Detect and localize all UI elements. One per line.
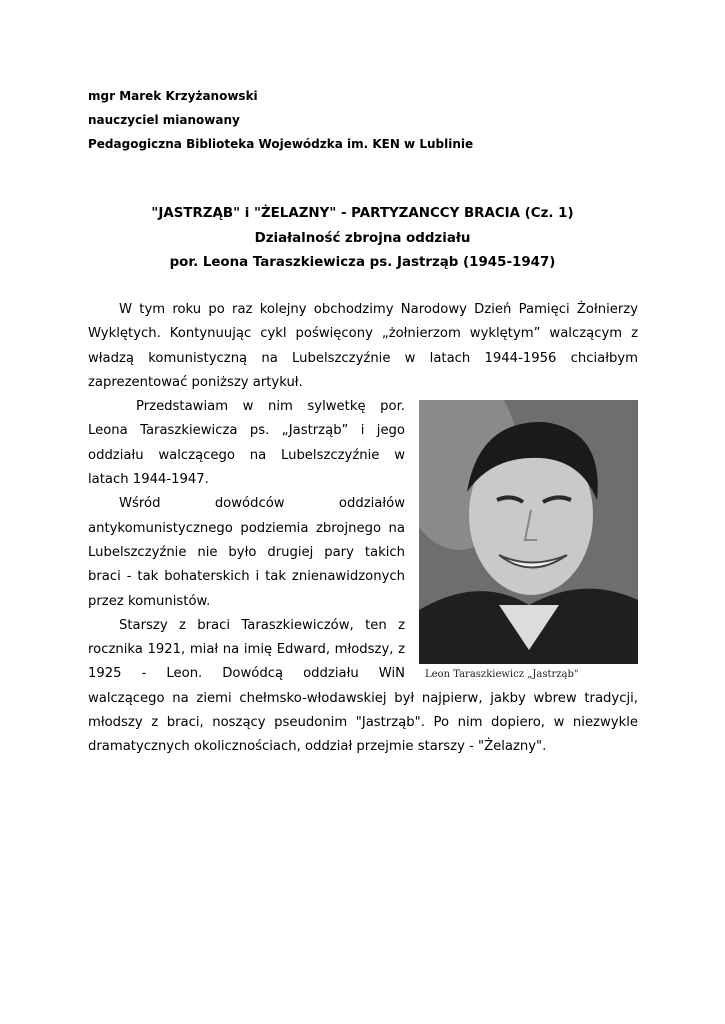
portrait-image [419,400,638,685]
title-line-1: "JASTRZĄB" i "ŻELAZNY" - PARTYZANCCY BRACIA (Cz. 1) [151,206,574,221]
author-institution: Pedagogiczna Biblioteka Wojewódzka im. KEN w Lublinie [88,137,474,151]
paragraph-1: W tym roku po raz kolejny obchodzimy Narodowy Dzień Pamięci Żołnierzy Wyklętych. Kontynuując cykl poświęcony „żołnierzom wyklętym” walczącym z władzą komunistyczną na Lubelszczyźnie w latach 1944-1956 chciałbym zaprezentować poniższy artykuł. [88,302,638,390]
paragraph-2: Przedstawiam w nim sylwetkę por. Leona Taraszkiewicza ps. „Jastrząb” i jego oddziału walczącego na Lubelszczyźnie w latach 1944-1947. [88,399,405,488]
portrait-photo [419,400,638,685]
author-name: mgr Marek Krzyżanowski [88,89,258,103]
paragraph-4: Starszy z braci Taraszkiewiczów, ten z rocznika 1921, miał na imię Edward, młodszy, z 1925 - Leon. Dowódcą oddziału WiN walczącego na ziemi chełmsko-włodawskiej był najpierw, jakby wbrew tradycji, młodszy z braci, noszący pseudonim "Jastrząb". Po nim dopiero, w niezwykle dramatycznych okolicznościach, oddział przejmie starszy - "Żelazny". [88,617,638,755]
article-title [0,202,725,276]
article-body [88,298,638,760]
title-line-2: Działalność zbrojna oddziału [254,230,471,246]
paragraph-3: Wśród dowódców oddziałów antykomunistycznego podziemia zbrojnego na Lubelszczyźnie nie było drugiej pary takich braci - tak bohaterskich i tak znienawidzonych przez komunistów. [88,496,405,609]
author-header [88,84,473,156]
photo-caption: Leon Taraszkiewicz „Jastrząb" [419,664,638,685]
title-line-3: por. Leona Taraszkiewicza ps. Jastrząb (1945-1947) [169,255,556,270]
author-position: nauczyciel mianowany [88,113,240,127]
